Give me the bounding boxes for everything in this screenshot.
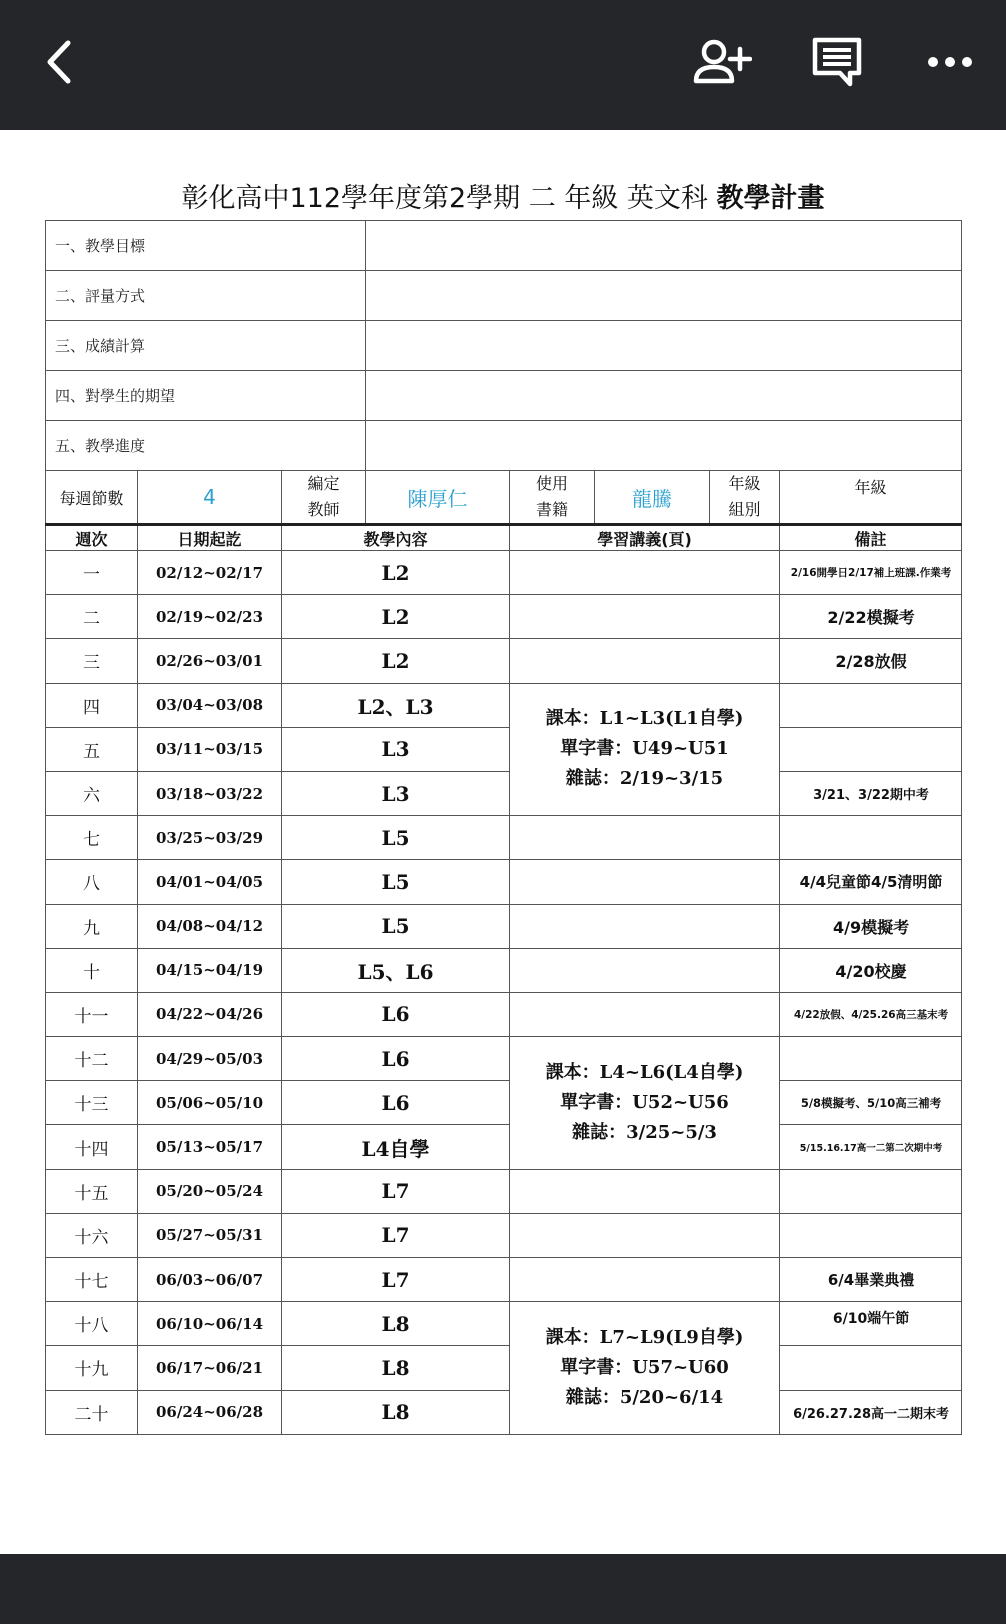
table-row (46, 1302, 962, 1346)
week-number: 十八 (46, 1302, 138, 1346)
week-content: L7 (282, 1258, 510, 1302)
week-content: L8 (282, 1346, 510, 1390)
periods-value: 4 (138, 471, 282, 525)
week-note (780, 1169, 962, 1213)
week-number: 十五 (46, 1169, 138, 1213)
week-number: 二 (46, 595, 138, 639)
week-dates: 05/13~05/17 (138, 1125, 282, 1169)
week-note: 5/8模擬考、5/10高三補考 (780, 1081, 962, 1125)
section-value (366, 271, 962, 321)
week-dates: 05/06~05/10 (138, 1081, 282, 1125)
week-dates: 05/27~05/31 (138, 1213, 282, 1257)
week-content: L6 (282, 1037, 510, 1081)
week-content: L7 (282, 1213, 510, 1257)
table-row (46, 1258, 962, 1302)
handout-cell (510, 595, 780, 639)
table-row (46, 904, 962, 948)
week-number: 十七 (46, 1258, 138, 1302)
handout-cell (510, 639, 780, 683)
handout-group: 課本：L7~L9(L9自學) 單字書：U57~U60 雜誌：5/20~6/14 (510, 1302, 780, 1435)
week-content: L6 (282, 1081, 510, 1125)
week-note: 2/22模擬考 (780, 595, 962, 639)
table-row (46, 1081, 962, 1125)
week-note: 6/10端午節 (780, 1302, 962, 1346)
section-label: 五、教學進度 (46, 421, 366, 471)
section-row (46, 421, 962, 471)
week-number: 十四 (46, 1125, 138, 1169)
section-row (46, 271, 962, 321)
week-number: 五 (46, 727, 138, 771)
week-number: 十 (46, 948, 138, 992)
table-row (46, 639, 962, 683)
handout-cell (510, 992, 780, 1036)
handout-cell (510, 904, 780, 948)
section-value (366, 421, 962, 471)
week-note (780, 816, 962, 860)
week-content: L5 (282, 860, 510, 904)
week-dates: 04/29~05/03 (138, 1037, 282, 1081)
col-week: 週次 (46, 525, 138, 551)
grade-label: 年級 (780, 471, 962, 525)
table-row (46, 1037, 962, 1081)
week-dates: 04/22~04/26 (138, 992, 282, 1036)
week-note (780, 683, 962, 727)
week-number: 三 (46, 639, 138, 683)
periods-label: 每週節數 (46, 471, 138, 525)
week-dates: 04/15~04/19 (138, 948, 282, 992)
week-note: 2/28放假 (780, 639, 962, 683)
week-number: 七 (46, 816, 138, 860)
table-row (46, 1125, 962, 1169)
handout-cell (510, 860, 780, 904)
table-row (46, 1346, 962, 1390)
week-dates: 04/08~04/12 (138, 904, 282, 948)
week-content: L6 (282, 992, 510, 1036)
week-note: 4/4兒童節4/5清明節 (780, 860, 962, 904)
col-content: 教學內容 (282, 525, 510, 551)
week-dates: 02/26~03/01 (138, 639, 282, 683)
week-note (780, 1037, 962, 1081)
document-viewer[interactable] (0, 130, 1006, 1554)
week-dates: 03/18~03/22 (138, 771, 282, 815)
document-title (0, 176, 1006, 215)
week-content: L2 (282, 551, 510, 595)
week-note: 3/21、3/22期中考 (780, 771, 962, 815)
table-row (46, 771, 962, 815)
title-main: 彰化高中112學年度第2學期 二 年級 英文科 (181, 183, 708, 214)
table-row (46, 1390, 962, 1434)
column-header-row (46, 525, 962, 551)
more-options-button[interactable] (918, 30, 982, 94)
table-row (46, 948, 962, 992)
comment-icon (810, 35, 864, 89)
week-number: 十六 (46, 1213, 138, 1257)
week-number: 十九 (46, 1346, 138, 1390)
section-row (46, 371, 962, 421)
section-label: 三、成績計算 (46, 321, 366, 371)
teacher-value: 陳厚仁 (366, 471, 510, 525)
table-row (46, 595, 962, 639)
week-number: 二十 (46, 1390, 138, 1434)
section-value (366, 321, 962, 371)
week-content: L4自學 (282, 1125, 510, 1169)
week-note (780, 727, 962, 771)
week-content: L5 (282, 904, 510, 948)
section-value (366, 371, 962, 421)
week-dates: 02/19~02/23 (138, 595, 282, 639)
week-content: L3 (282, 771, 510, 815)
week-number: 四 (46, 683, 138, 727)
back-button[interactable] (26, 30, 90, 94)
meta-row (46, 471, 962, 525)
person-add-icon (692, 37, 752, 87)
week-note: 5/15.16.17高一二第二次期中考 (780, 1125, 962, 1169)
week-dates: 03/04~03/08 (138, 683, 282, 727)
week-content: L7 (282, 1169, 510, 1213)
week-dates: 02/12~02/17 (138, 551, 282, 595)
week-note: 4/9模擬考 (780, 904, 962, 948)
title-bold: 教學計畫 (716, 183, 825, 214)
week-dates: 06/17~06/21 (138, 1346, 282, 1390)
week-dates: 06/10~06/14 (138, 1302, 282, 1346)
book-label: 使用 書籍 (510, 471, 595, 525)
week-note: 6/26.27.28高一二期末考 (780, 1390, 962, 1434)
comments-button[interactable] (805, 30, 869, 94)
table-row (46, 992, 962, 1036)
add-user-button[interactable] (690, 30, 754, 94)
week-dates: 04/01~04/05 (138, 860, 282, 904)
week-note (780, 1213, 962, 1257)
section-label: 四、對學生的期望 (46, 371, 366, 421)
week-dates: 03/25~03/29 (138, 816, 282, 860)
week-dates: 05/20~05/24 (138, 1169, 282, 1213)
week-content: L2 (282, 595, 510, 639)
week-content: L5 (282, 816, 510, 860)
week-number: 八 (46, 860, 138, 904)
bottom-bar (0, 1554, 1006, 1624)
table-row (46, 860, 962, 904)
teaching-plan-table (45, 220, 962, 1435)
col-notes: 備註 (780, 525, 962, 551)
week-content: L5、L6 (282, 948, 510, 992)
week-note: 4/20校慶 (780, 948, 962, 992)
handout-cell (510, 816, 780, 860)
section-label: 一、教學目標 (46, 221, 366, 271)
table-row (46, 551, 962, 595)
handout-cell (510, 1169, 780, 1213)
week-dates: 06/24~06/28 (138, 1390, 282, 1434)
chevron-left-icon (38, 37, 78, 87)
week-dates: 06/03~06/07 (138, 1258, 282, 1302)
handout-cell (510, 1213, 780, 1257)
col-handout: 學習講義(頁) (510, 525, 780, 551)
book-value: 龍騰 (595, 471, 710, 525)
week-number: 一 (46, 551, 138, 595)
handout-group: 課本：L1~L3(L1自學) 單字書：U49~U51 雜誌：2/19~3/15 (510, 683, 780, 816)
week-content: L2、L3 (282, 683, 510, 727)
teacher-label: 編定 教師 (282, 471, 366, 525)
week-content: L2 (282, 639, 510, 683)
top-app-bar (0, 0, 1006, 130)
table-row (46, 1213, 962, 1257)
section-row (46, 221, 962, 271)
table-row (46, 683, 962, 727)
more-horizontal-icon (925, 52, 975, 72)
handout-cell (510, 551, 780, 595)
table-row (46, 727, 962, 771)
week-note (780, 1346, 962, 1390)
week-number: 十一 (46, 992, 138, 1036)
week-content: L3 (282, 727, 510, 771)
section-row (46, 321, 962, 371)
section-value (366, 221, 962, 271)
handout-cell (510, 1258, 780, 1302)
handout-cell (510, 948, 780, 992)
col-dates: 日期起訖 (138, 525, 282, 551)
section-label: 二、評量方式 (46, 271, 366, 321)
week-note: 6/4畢業典禮 (780, 1258, 962, 1302)
table-row (46, 816, 962, 860)
week-number: 十二 (46, 1037, 138, 1081)
week-number: 九 (46, 904, 138, 948)
week-number: 六 (46, 771, 138, 815)
week-note: 2/16開學日2/17補上班課.作業考 (780, 551, 962, 595)
week-note: 4/22放假、4/25.26高三基末考 (780, 992, 962, 1036)
week-content: L8 (282, 1302, 510, 1346)
grade-group-label: 年級 組別 (710, 471, 780, 525)
table-row (46, 1169, 962, 1213)
handout-group: 課本：L4~L6(L4自學) 單字書：U52~U56 雜誌：3/25~5/3 (510, 1037, 780, 1170)
week-content: L8 (282, 1390, 510, 1434)
week-dates: 03/11~03/15 (138, 727, 282, 771)
week-number: 十三 (46, 1081, 138, 1125)
